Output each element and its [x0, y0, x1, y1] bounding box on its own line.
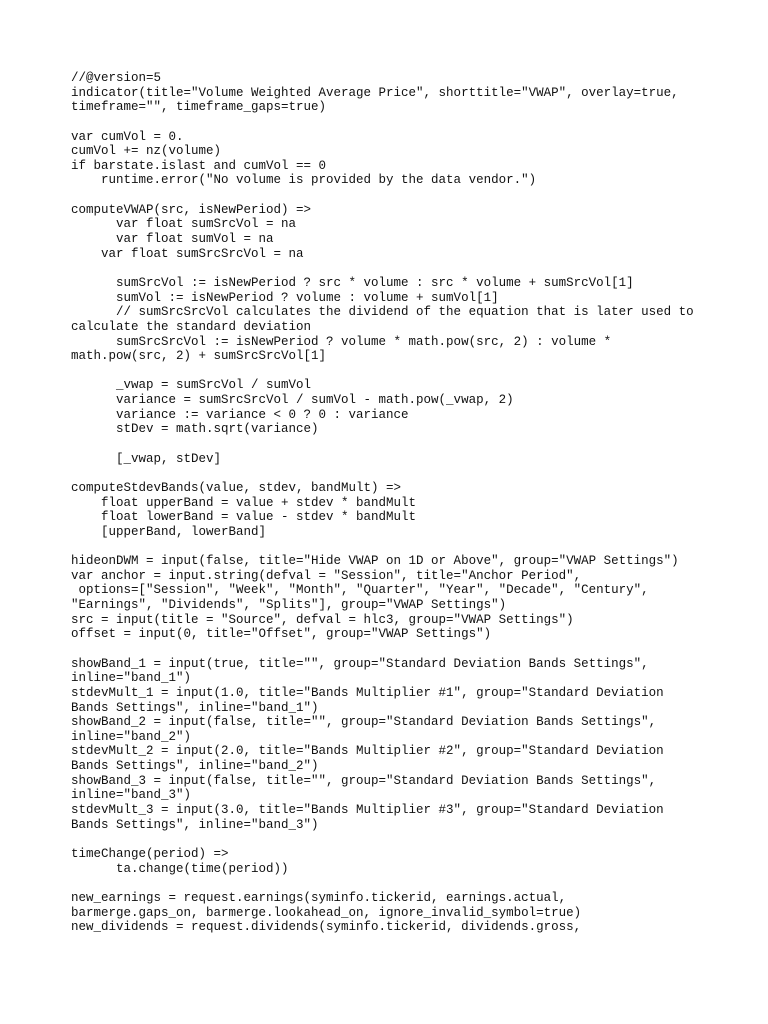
code-line: inline="band_3") [71, 788, 192, 803]
code-line: indicator(title="Volume Weighted Average Price", shorttitle="VWAP", overlay=true, [71, 85, 679, 100]
code-line: inline="band_1") [71, 671, 192, 686]
code-line: Bands Settings", inline="band_1") [71, 700, 319, 715]
code-line: stdevMult_1 = input(1.0, title="Bands Multiplier #1", group="Standard Deviation [71, 685, 664, 700]
code-line: computeVWAP(src, isNewPeriod) => [71, 202, 312, 217]
code-line: [_vwap, stDev] [71, 451, 222, 466]
code-line: src = input(title = "Source", defval = hlc3, group="VWAP Settings") [71, 612, 574, 627]
code-line [71, 261, 711, 276]
code-line: timeframe="", timeframe_gaps=true) [71, 100, 327, 115]
code-line: var float sumSrcVol = na [71, 217, 297, 232]
code-line: hideonDWM = input(false, title="Hide VWAP on 1D or Above", group="VWAP Settings") [71, 554, 679, 569]
code-line [71, 188, 711, 203]
code-block [71, 71, 711, 935]
code-line: runtime.error("No volume is provided by the data vendor.") [71, 173, 537, 188]
code-line: var cumVol = 0. [71, 129, 184, 144]
code-line: var float sumVol = na [71, 232, 274, 247]
code-line: sumSrcVol := isNewPeriod ? src * volume : src * volume + sumSrcVol[1] [71, 275, 634, 290]
code-line: showBand_3 = input(false, title="", group="Standard Deviation Bands Settings", [71, 773, 657, 788]
code-line: var float sumSrcSrcVol = na [71, 246, 304, 261]
code-line: sumSrcSrcVol := isNewPeriod ? volume * math.pow(src, 2) : volume * [71, 334, 612, 349]
code-line: stdevMult_2 = input(2.0, title="Bands Multiplier #2", group="Standard Deviation [71, 744, 664, 759]
code-line: variance := variance < 0 ? 0 : variance [71, 407, 409, 422]
code-line: barmerge.gaps_on, barmerge.lookahead_on, ignore_invalid_symbol=true) [71, 905, 582, 920]
code-line: timeChange(period) => [71, 846, 229, 861]
code-line: stDev = math.sqrt(variance) [71, 422, 319, 437]
code-line [71, 876, 711, 891]
code-line: "Earnings", "Dividends", "Splits"], group="VWAP Settings") [71, 598, 507, 613]
code-line [71, 642, 711, 657]
code-line: offset = input(0, title="Offset", group="VWAP Settings") [71, 627, 492, 642]
code-line [71, 437, 711, 452]
code-line: showBand_2 = input(false, title="", group="Standard Deviation Bands Settings", [71, 715, 657, 730]
code-line: var anchor = input.string(defval = "Session", title="Anchor Period", [71, 568, 582, 583]
code-line: sumVol := isNewPeriod ? volume : volume + sumVol[1] [71, 290, 499, 305]
code-line: //@version=5 [71, 71, 162, 85]
code-line: float lowerBand = value - stdev * bandMult [71, 510, 417, 525]
code-line: math.pow(src, 2) + sumSrcSrcVol[1] [71, 349, 327, 364]
code-line: [upperBand, lowerBand] [71, 524, 267, 539]
code-line: inline="band_2") [71, 729, 192, 744]
code-line [71, 115, 711, 130]
code-line: variance = sumSrcSrcVol / sumVol - math.pow(_vwap, 2) [71, 393, 514, 408]
code-line: new_dividends = request.dividends(syminfo.tickerid, dividends.gross, [71, 920, 582, 935]
code-line [71, 364, 711, 379]
code-line [71, 466, 711, 481]
code-line: cumVol += nz(volume) [71, 144, 222, 159]
code-line: // sumSrcSrcVol calculates the dividend of the equation that is later used to [71, 305, 694, 320]
code-line: Bands Settings", inline="band_2") [71, 759, 319, 774]
code-line: float upperBand = value + stdev * bandMult [71, 495, 417, 510]
code-line [71, 540, 711, 555]
code-line: computeStdevBands(value, stdev, bandMult) => [71, 480, 402, 495]
code-line: ta.change(time(period)) [71, 861, 289, 876]
code-line: calculate the standard deviation [71, 319, 312, 334]
code-line: showBand_1 = input(true, title="", group="Standard Deviation Bands Settings", [71, 656, 649, 671]
code-line: if barstate.islast and cumVol == 0 [71, 158, 327, 173]
code-line: stdevMult_3 = input(3.0, title="Bands Multiplier #3", group="Standard Deviation [71, 803, 664, 818]
code-line [71, 832, 711, 847]
code-line: options=["Session", "Week", "Month", "Quarter", "Year", "Decade", "Century", [71, 583, 649, 598]
code-line: Bands Settings", inline="band_3") [71, 817, 319, 832]
code-line: _vwap = sumSrcVol / sumVol [71, 378, 312, 393]
code-line: new_earnings = request.earnings(syminfo.tickerid, earnings.actual, [71, 890, 567, 905]
